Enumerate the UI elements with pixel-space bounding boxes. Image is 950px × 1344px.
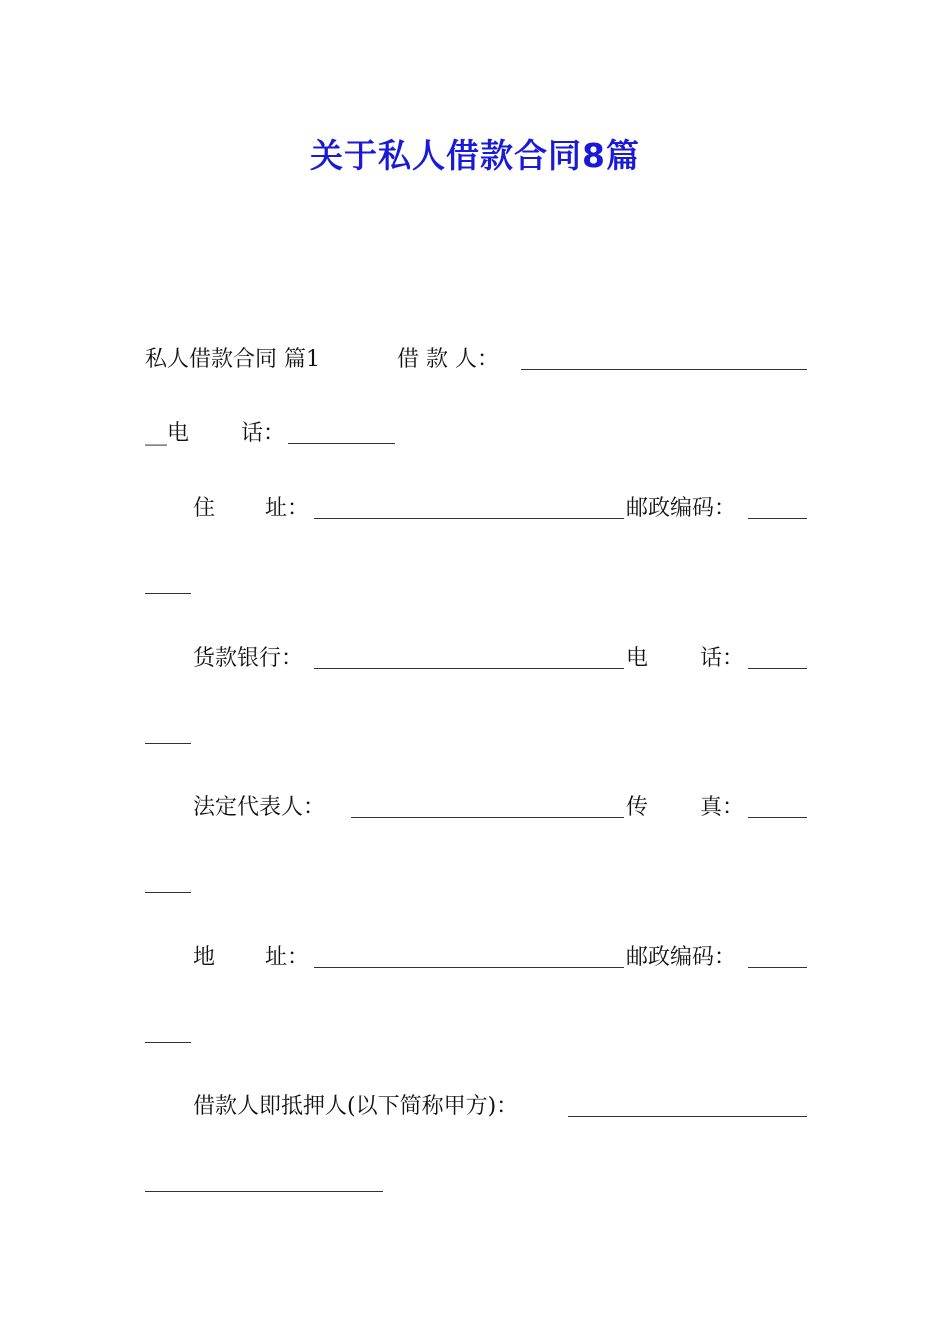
postcode-label: 邮政编码： — [626, 496, 737, 521]
bank-address-label-2: 址： — [265, 945, 310, 970]
contract-line-continuation — [145, 568, 807, 600]
contract-line-bank — [145, 643, 807, 675]
phone-blank — [288, 443, 395, 444]
bank-phone-label-1: 电 — [626, 646, 649, 671]
postcode-blank — [748, 518, 807, 519]
bank-phone-blank — [748, 668, 807, 669]
borrower-blank — [521, 369, 807, 370]
contract-line-bank-address — [145, 942, 807, 974]
bank-blank — [314, 668, 624, 669]
fax-blank — [748, 817, 807, 818]
contract-line-phone — [145, 418, 807, 450]
address-blank — [314, 518, 624, 519]
document-title: 关于私人借款合同8篇 — [310, 136, 640, 175]
address-label-1: 住 — [193, 496, 216, 521]
continuation-blank — [145, 892, 191, 893]
contract-line-continuation — [145, 1017, 807, 1049]
bank-label: 货款银行： — [193, 646, 304, 671]
continuation-blank — [145, 1191, 383, 1192]
bank-phone-label-2: 话： — [700, 646, 745, 671]
bank-address-label-1: 地 — [193, 945, 216, 970]
representative-blank — [351, 817, 624, 818]
borrower-label: 借 款 人： — [397, 347, 499, 372]
mortgagor-blank — [568, 1116, 807, 1117]
contract-line-borrower — [145, 344, 807, 376]
bank-address-blank — [314, 967, 624, 968]
contract-line-mortgagor — [145, 1091, 807, 1123]
phone-label: 话： — [241, 421, 286, 446]
contract-line-continuation — [145, 718, 807, 750]
contract-line-address — [145, 493, 807, 525]
fax-label-1: 传 — [626, 795, 649, 820]
address-label-2: 址： — [265, 496, 310, 521]
continuation-blank — [145, 743, 191, 744]
continuation-blank — [145, 593, 191, 594]
phone-prefix: __电 — [145, 421, 190, 446]
continuation-blank — [145, 1042, 191, 1043]
section-heading: 私人借款合同 篇1 — [145, 347, 320, 372]
bank-postcode-label: 邮政编码： — [626, 945, 737, 970]
fax-label-2: 真： — [700, 795, 745, 820]
contract-line-continuation — [145, 1166, 807, 1198]
contract-line-continuation — [145, 867, 807, 899]
contract-line-representative — [145, 792, 807, 824]
bank-postcode-blank — [748, 967, 807, 968]
representative-label: 法定代表人： — [193, 795, 326, 820]
mortgagor-label: 借款人即抵押人(以下简称甲方)： — [193, 1094, 519, 1119]
